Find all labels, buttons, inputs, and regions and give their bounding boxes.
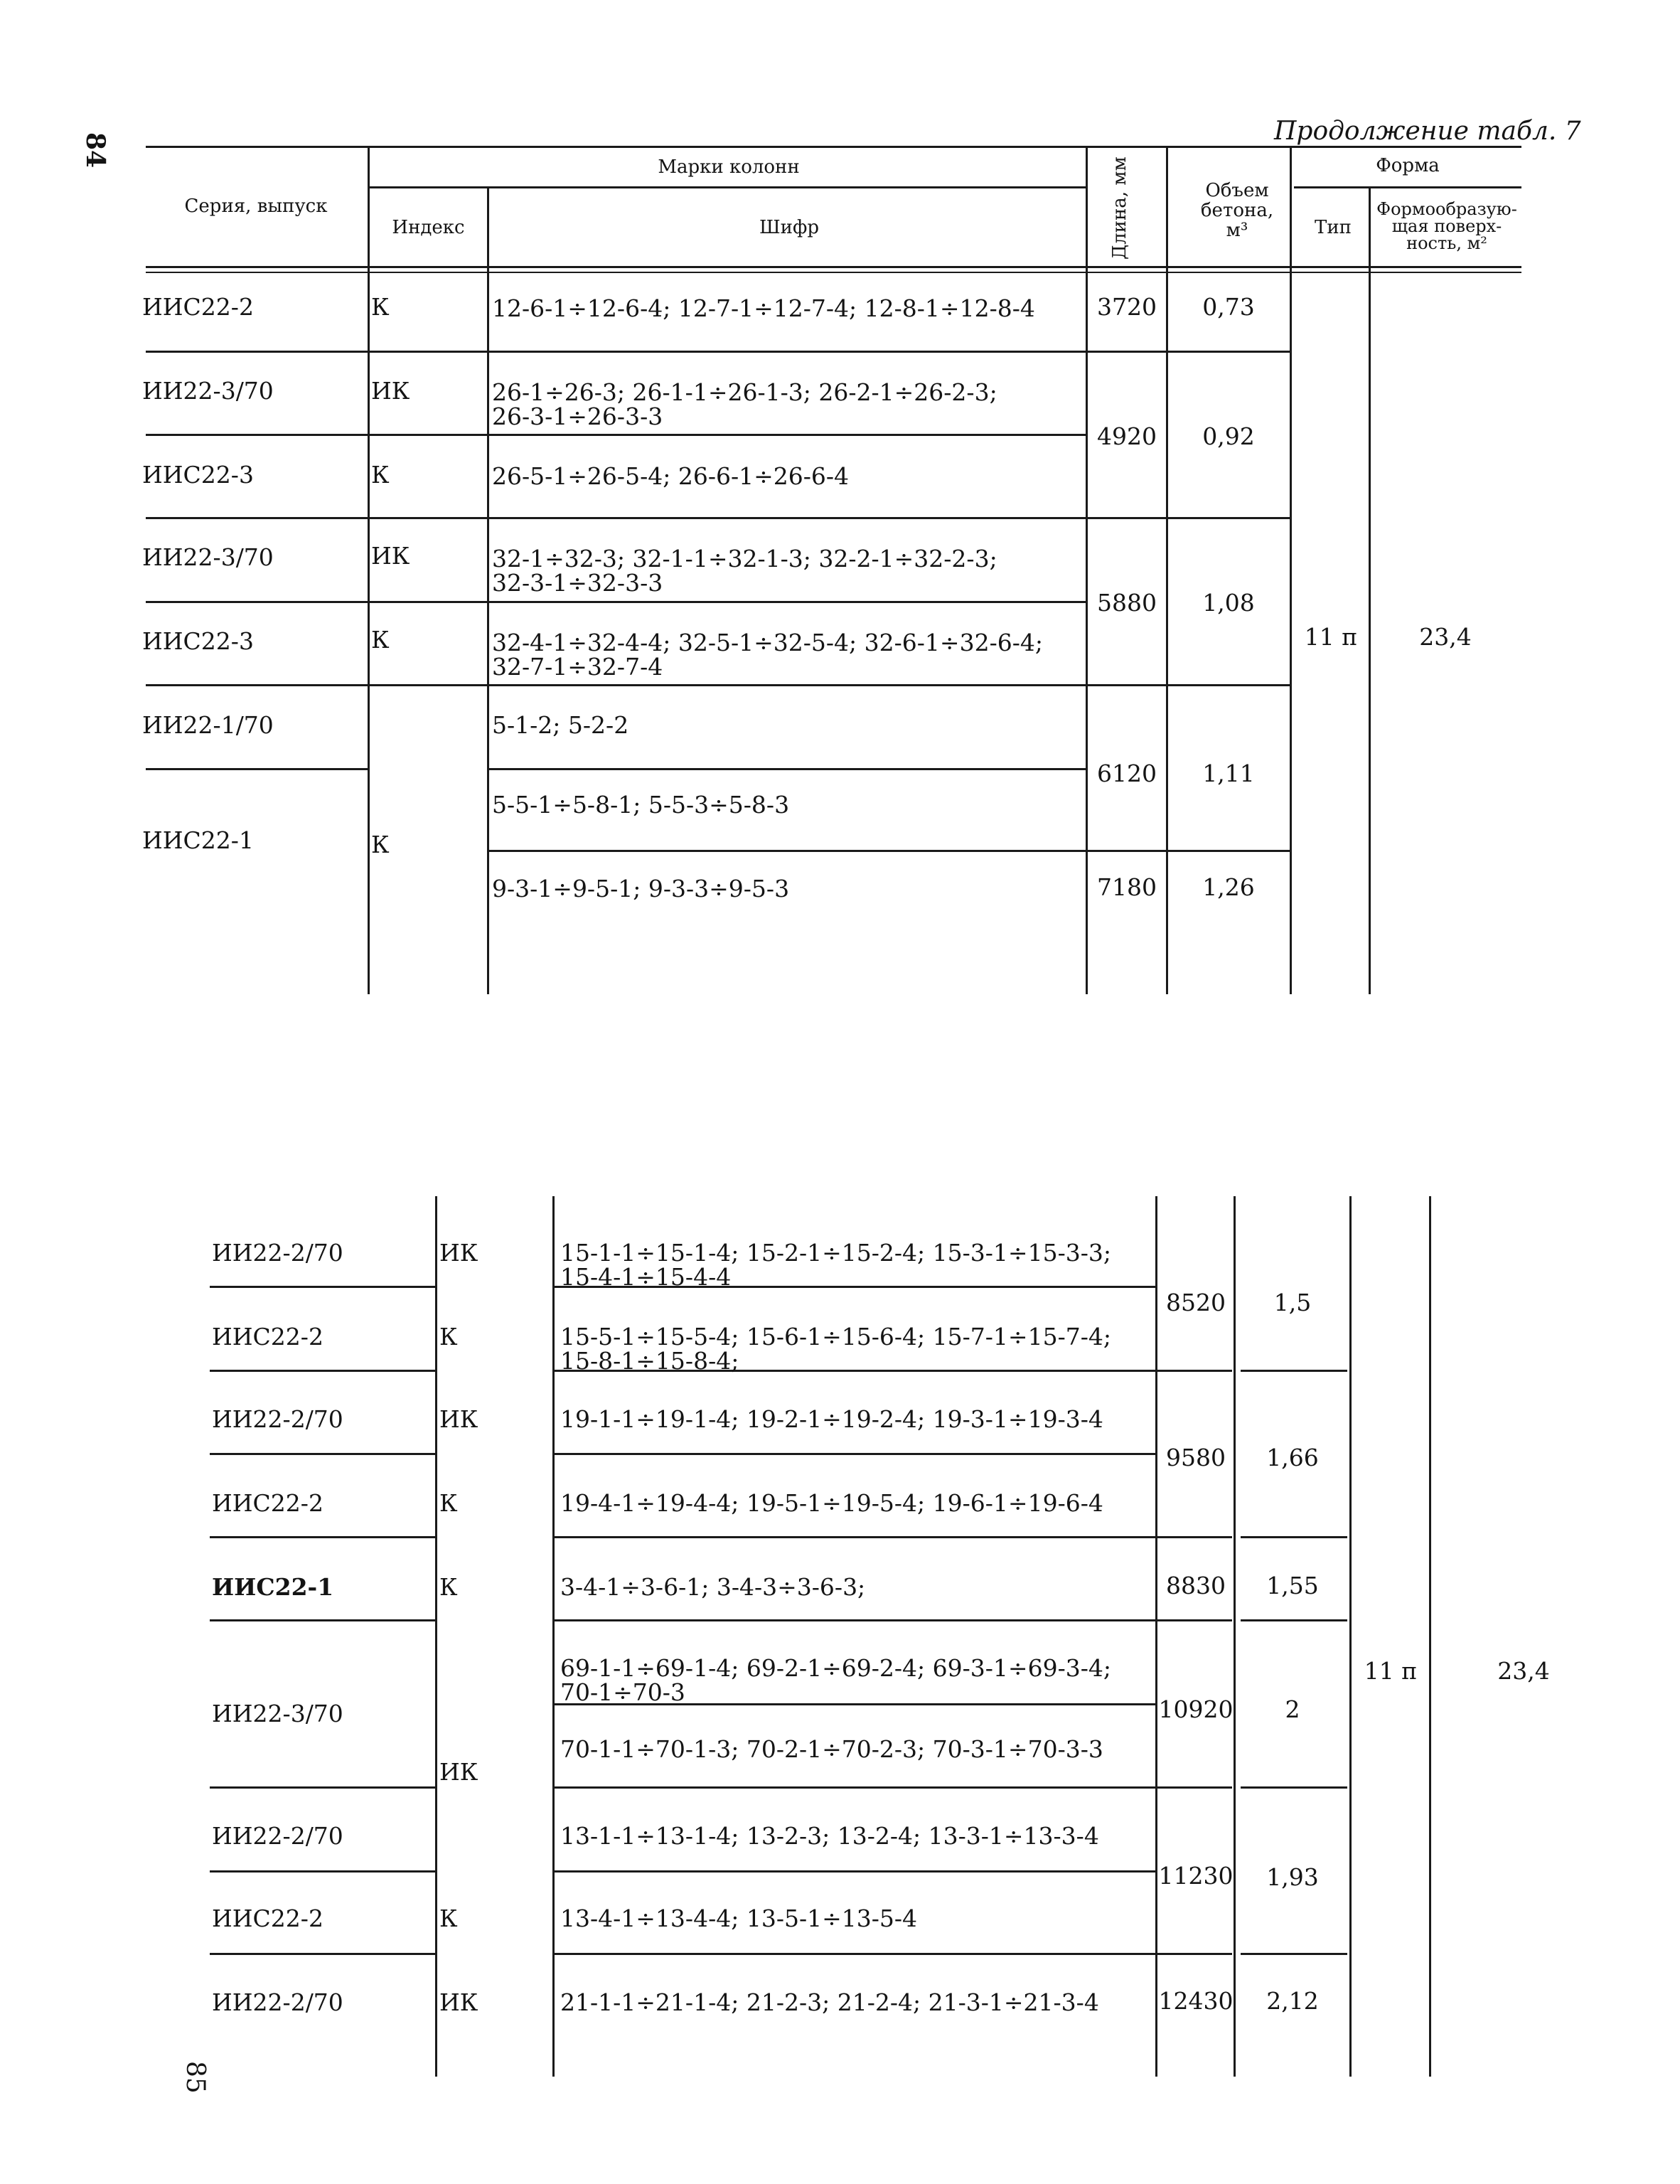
- bot-row5-series: ИИС22-1: [212, 1573, 334, 1601]
- top-row4-series: ИИ22-3/70: [142, 543, 274, 571]
- bot-row4-index: К: [439, 1489, 458, 1517]
- top-row4-code-2: 32-3-1÷32-3-3: [492, 569, 663, 597]
- top-row1-length: 3720: [1097, 293, 1157, 321]
- bot-row1-series: ИИ22-2/70: [212, 1239, 343, 1267]
- bot-row6-code-1: 69-1-1÷69-1-4; 69-2-1÷69-2-4; 69-3-1÷69-3-4;: [560, 1654, 1111, 1682]
- top-row2-code-2: 26-3-1÷26-3-3: [492, 403, 663, 430]
- bot-row5-code: 3-4-1÷3-6-1; 3-4-3÷3-6-3;: [560, 1573, 866, 1601]
- header-marks: Марки колонн: [658, 156, 800, 178]
- top-row6-code: 5-1-2; 5-2-2: [492, 711, 629, 739]
- top-row3-code: 26-5-1÷26-5-4; 26-6-1÷26-6-4: [492, 462, 850, 490]
- bot-row7-series: ИИ22-2/70: [212, 1822, 343, 1850]
- top-row3-series: ИИС22-3: [142, 461, 254, 489]
- top-row4-index: ИК: [371, 542, 410, 570]
- bot-row9-index: ИК: [439, 1988, 478, 2016]
- top-row6-series: ИИ22-1/70: [142, 711, 274, 739]
- bot-row8-index: К: [439, 1905, 458, 1932]
- header-volume-2: бетона,: [1200, 200, 1274, 221]
- header-surface-2: щая поверх-: [1391, 216, 1502, 236]
- header-surface-3: ность, м²: [1406, 233, 1487, 253]
- bot-form-type: 11 п: [1364, 1657, 1418, 1685]
- bot-row6-code-2: 70-1÷70-3: [560, 1678, 685, 1706]
- bot-row9-series: ИИ22-2/70: [212, 1988, 343, 2016]
- header-volume-1: Объем: [1205, 180, 1269, 201]
- bot-row3-code: 19-1-1÷19-1-4; 19-2-1÷19-2-4; 19-3-1÷19-3-4: [560, 1405, 1103, 1433]
- bot-vol-193: 1,93: [1266, 1863, 1319, 1891]
- top-row2-series: ИИ22-3/70: [142, 377, 274, 405]
- top-vol-108: 1,08: [1202, 589, 1255, 617]
- top-len-5880: 5880: [1097, 589, 1157, 617]
- bot-len-11230: 11230: [1158, 1862, 1234, 1890]
- bot-row1-code-1: 15-1-1÷15-1-4; 15-2-1÷15-2-4; 15-3-1÷15-3-3;: [560, 1239, 1111, 1267]
- top-row3-index: К: [371, 461, 390, 489]
- bot-form-surface: 23,4: [1497, 1657, 1550, 1685]
- bot-row1-code-2: 15-4-1÷15-4-4: [560, 1263, 732, 1291]
- bot-row7-code: 13-1-1÷13-1-4; 13-2-3; 13-2-4; 13-3-1÷13-3-4: [560, 1822, 1099, 1850]
- header-form: Форма: [1376, 155, 1440, 176]
- bot-row6-series: ИИ22-3/70: [212, 1700, 343, 1727]
- top-row1-index: К: [371, 293, 390, 321]
- top-row1-series: ИИС22-2: [142, 293, 254, 321]
- top-len-4920: 4920: [1097, 422, 1157, 450]
- header-series: Серия, выпуск: [184, 196, 328, 217]
- header-index: Индекс: [392, 217, 465, 238]
- top-row8-volume: 1,26: [1202, 873, 1255, 901]
- bot-row2-code-2: 15-8-1÷15-8-4;: [560, 1347, 739, 1375]
- top-row5-series: ИИС22-3: [142, 627, 254, 655]
- page-number-84: 84: [80, 132, 110, 169]
- bot-row4-code: 19-4-1÷19-4-4; 19-5-1÷19-5-4; 19-6-1÷19-6-4: [560, 1489, 1103, 1517]
- top-row5-index: К: [371, 626, 390, 654]
- bot-row6-code-b: 70-1-1÷70-1-3; 70-2-1÷70-2-3; 70-3-1÷70-3-3: [560, 1735, 1103, 1763]
- top-row7-series: ИИС22-1: [142, 826, 254, 854]
- top-row5-code-2: 32-7-1÷32-7-4: [492, 653, 663, 681]
- top-len-6120: 6120: [1097, 760, 1157, 787]
- top-row1-code: 12-6-1÷12-6-4; 12-7-1÷12-7-4; 12-8-1÷12-8-4: [492, 294, 1035, 322]
- top-row2-index: ИК: [371, 377, 410, 405]
- bot-len-8520: 8520: [1166, 1289, 1226, 1316]
- bot-row9-volume: 2,12: [1266, 1987, 1319, 2015]
- bot-len-9580: 9580: [1166, 1444, 1226, 1471]
- top-row1-volume: 0,73: [1202, 293, 1255, 321]
- top-row8-length: 7180: [1097, 873, 1157, 901]
- bot-row2-index: К: [439, 1323, 458, 1351]
- bot-vol-15: 1,5: [1273, 1289, 1312, 1316]
- table-caption: Продолжение табл. 7: [1274, 117, 1581, 146]
- bot-row3-index: ИК: [439, 1405, 478, 1433]
- top-row2-code-1: 26-1÷26-3; 26-1-1÷26-1-3; 26-2-1÷26-2-3;: [492, 378, 997, 406]
- bot-row2-series: ИИС22-2: [212, 1323, 323, 1351]
- top-form-type: 11 п: [1304, 623, 1358, 651]
- top-row7-index: К: [371, 831, 390, 858]
- bot-row3-series: ИИ22-2/70: [212, 1405, 343, 1433]
- top-form-surface: 23,4: [1419, 623, 1472, 651]
- top-row7-code: 5-5-1÷5-8-1; 5-5-3÷5-8-3: [492, 791, 790, 819]
- bot-row9-length: 12430: [1158, 1987, 1234, 2015]
- top-row8-code: 9-3-1÷9-5-1; 9-3-3÷9-5-3: [492, 875, 790, 902]
- bot-row5-length: 8830: [1166, 1572, 1226, 1599]
- bot-row6-index: ИК: [439, 1758, 478, 1786]
- bot-row8-code: 13-4-1÷13-4-4; 13-5-1÷13-5-4: [560, 1905, 918, 1932]
- bot-row2-code-1: 15-5-1÷15-5-4; 15-6-1÷15-6-4; 15-7-1÷15-7-4;: [560, 1323, 1111, 1351]
- top-row4-code-1: 32-1÷32-3; 32-1-1÷32-1-3; 32-2-1÷32-2-3;: [492, 545, 997, 572]
- bot-row9-code: 21-1-1÷21-1-4; 21-2-3; 21-2-4; 21-3-1÷21-3-4: [560, 1988, 1099, 2016]
- header-surface-1: Формообразую-: [1376, 199, 1517, 219]
- bot-row1-index: ИК: [439, 1239, 478, 1267]
- top-vol-111: 1,11: [1202, 760, 1255, 787]
- page-number-85: 85: [181, 2061, 210, 2094]
- header-type: Тип: [1315, 217, 1352, 238]
- header-volume-3: м³: [1226, 220, 1248, 241]
- top-vol-092: 0,92: [1202, 422, 1255, 450]
- header-code: Шифр: [759, 217, 819, 238]
- bot-row8-series: ИИС22-2: [212, 1905, 323, 1932]
- bot-row5-index: К: [439, 1573, 458, 1601]
- bot-vol-166: 1,66: [1266, 1444, 1319, 1471]
- bot-vol-2: 2: [1285, 1695, 1300, 1723]
- header-length: Длина, мм: [1109, 156, 1130, 260]
- bot-len-10920: 10920: [1158, 1695, 1234, 1723]
- bot-row5-volume: 1,55: [1266, 1572, 1319, 1599]
- bot-row4-series: ИИС22-2: [212, 1489, 323, 1517]
- top-row5-code-1: 32-4-1÷32-4-4; 32-5-1÷32-5-4; 32-6-1÷32-6-4;: [492, 629, 1043, 656]
